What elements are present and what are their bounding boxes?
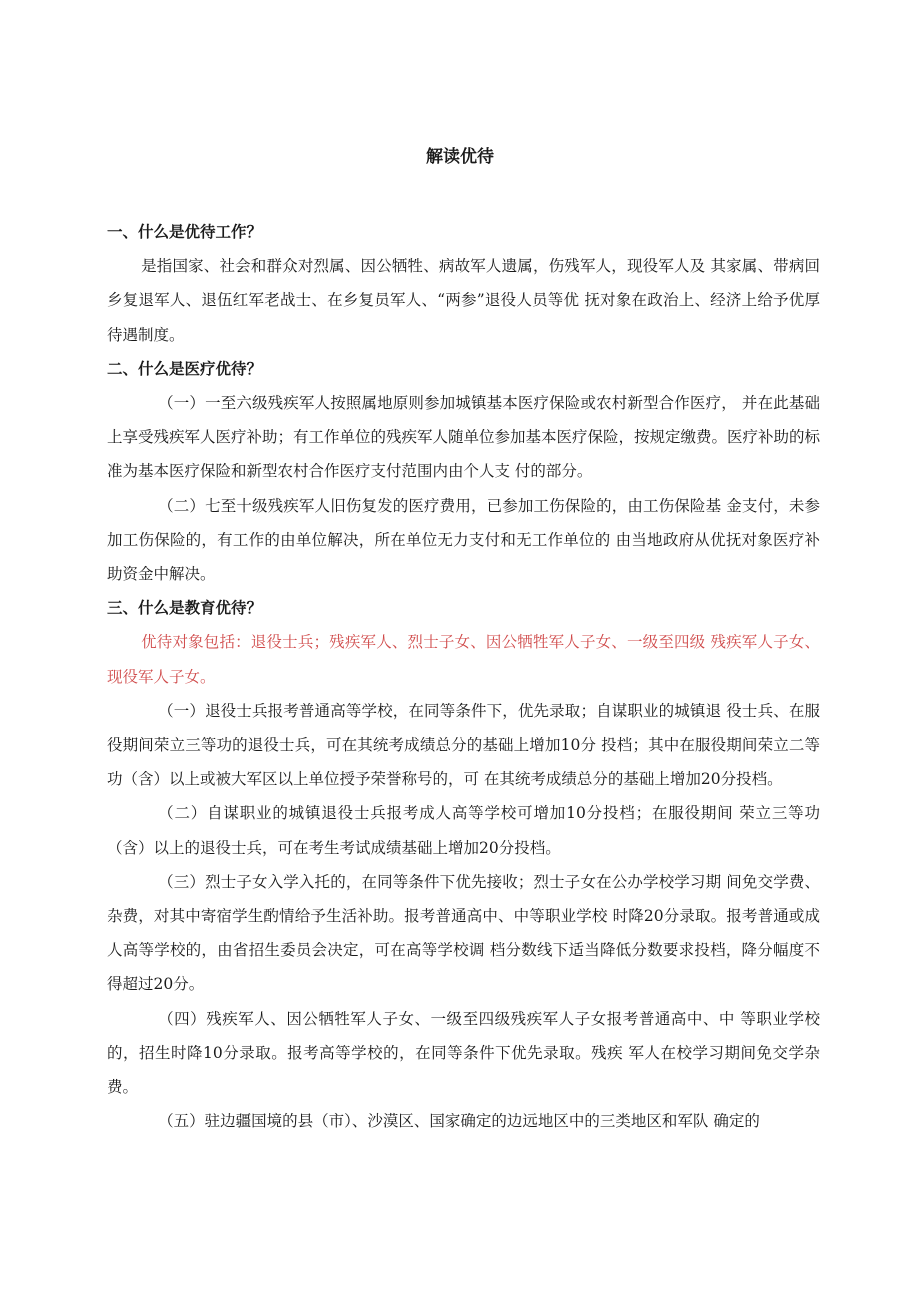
section-3-paragraph-4: （四）残疾军人、因公牺牲军人子女、一级至四级残疾军人子女报考普通高中、中 等职业学校的，招生时降10分录取。报考高等学校的，在同等条件下优先录取。残疾 军人在校学习期间免交学杂费。 <box>107 1009 820 1097</box>
section-1-paragraph-1: 是指国家、社会和群众对烈属、因公牺牲、病故军人遗属，伤残军人，现役军人及 其家属、带病回乡复退军人、退伍红军老战士、在乡复员军人、“两参”退役人员等优 抚对象在政治上、经济上给予优厚待遇制度。 <box>107 257 820 344</box>
page-title: 解读优待 <box>426 147 494 167</box>
section-3-paragraph-1: （一）退役士兵报考普通高等学校，在同等条件下，优先录取；自谋职业的城镇退 役士兵、在服役期间荣立三等功的退役士兵，可在其统考成绩总分的基础上增加10分 投档；其中在服役期间荣立二等功（含）以上或被大军区以上单位授予荣誉称号的，可 在其统考成绩总分的基础上增加20分投档。 <box>107 701 820 789</box>
section-heading-2: 二、什么是医疗优待？ <box>107 359 263 378</box>
section-heading-1: 一、什么是优待工作？ <box>107 223 263 241</box>
document-body <box>107 215 820 1138</box>
section-3-paragraph-2: （二）自谋职业的城镇退役士兵报考成人高等学校可增加10分投档；在服役期间 荣立三等功（含）以上的退役士兵，可在考生考试成绩基础上增加20分投档。 <box>107 804 820 857</box>
section-2-paragraph-1: （一）一至六级残疾军人按照属地原则参加城镇基本医疗保险或农村新型合作医疗， 并在此基础上享受残疾军人医疗补助；有工作单位的残疾军人随单位参加基本医疗保险，按规定缴费。医疗补助的标准为基本医疗保险和新型农村合作医疗支付范围内由个人支 付的部分。 <box>107 394 821 481</box>
section-2-paragraph-2: （二）七至十级残疾军人旧伤复发的医疗费用，已参加工伤保险的，由工伤保险基 金支付，未参加工伤保险的，有工作的由单位解决，所在单位无力支付和无工作单位的 由当地政府从优抚对象医疗补助资金中解决。 <box>107 496 820 584</box>
section-heading-3: 三、什么是教育优待？ <box>107 599 263 618</box>
section-3-paragraph-3: （三）烈士子女入学入托的，在同等条件下优先接收；烈士子女在公办学校学习期 间免交学费、杂费，对其中寄宿学生酌情给予生活补助。报考普通高中、中等职业学校 时降20分录取。报考普通或成人高等学校的，由省招生委员会决定，可在高等学校调 档分数线下适当降低分数要求投档，降分幅度不得超过20分。 <box>107 872 820 994</box>
section-3-paragraph-5: （五）驻边疆国境的县（市）、沙漠区、国家确定的边远地区中的三类地区和军队 确定的 <box>158 1112 760 1131</box>
section-3-highlight: 优待对象包括：退役士兵；残疾军人、烈士子女、因公牺牲军人子女、一级至四级 残疾军人子女、现役军人子女。 <box>107 633 820 686</box>
